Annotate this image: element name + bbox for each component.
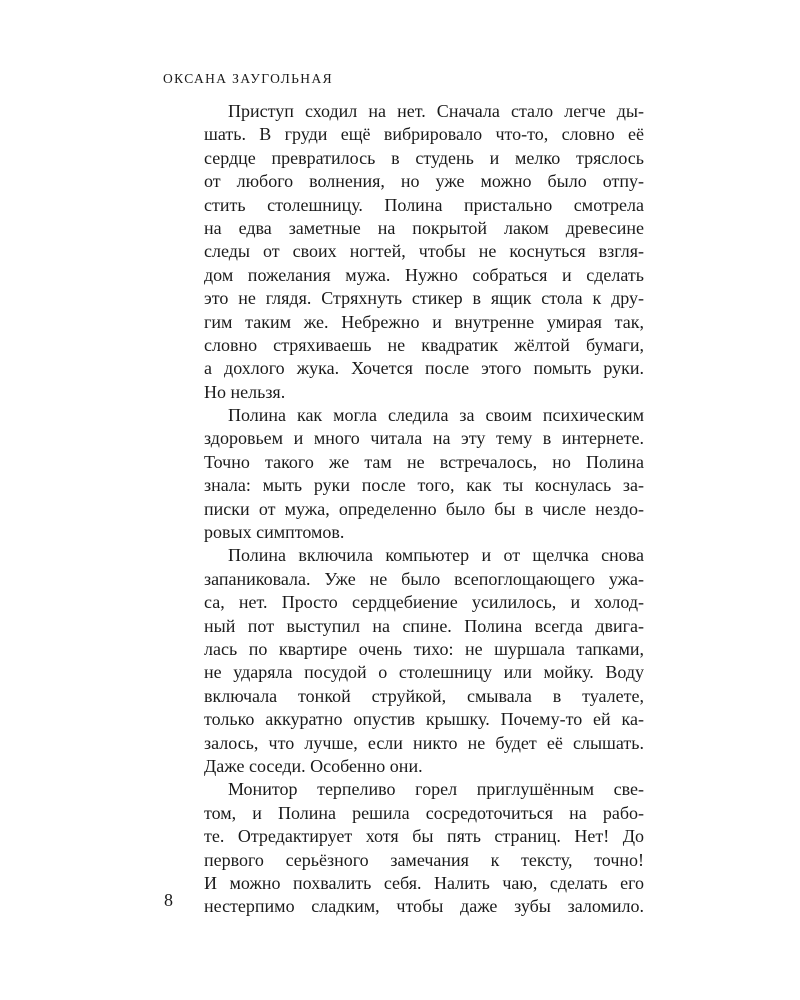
text-line: включала тонкой струйкой, смывала в туалете, — [204, 685, 644, 706]
text-line: том, и Полина решила сосредоточиться на рабо- — [204, 802, 644, 823]
text-line: словно стряхиваешь не квадратик жёлтой бумаги, — [204, 334, 644, 355]
text-line: шать. В груди ещё вибрировало что-то, словно её — [204, 124, 644, 145]
text-line: Монитор терпеливо горел приглушённым све- — [228, 779, 644, 800]
text-line: са, нет. Просто сердцебиение усилилось, и холод- — [204, 592, 644, 613]
text-line: ровых симптомов. — [204, 522, 345, 543]
text-line: это не глядя. Стряхнуть стикер в ящик стола к дру- — [204, 288, 644, 309]
text-line: не ударяла посудой о столешницу или мойку. Воду — [204, 662, 644, 683]
text-line: И можно похвалить себя. Налить чаю, сделать его — [204, 872, 644, 893]
text-line: сердце превратилось в студень и мелко тряслось — [204, 147, 644, 168]
text-line: а дохлого жука. Хочется после этого помыть руки. — [204, 358, 644, 379]
text-line: Приступ сходил на нет. Сначала стало легче ды- — [228, 101, 644, 121]
text-line: ный пот выступил на спине. Полина всегда двига- — [204, 615, 644, 636]
text-line: на едва заметные на покрытой лаком древесине — [204, 217, 644, 238]
text-line: запаниковала. Уже не было всепоглощающего ужа- — [204, 568, 644, 589]
text-line: Даже соседи. Особенно они. — [204, 755, 423, 776]
text-line: Полина включила компьютер и от щелчка снова — [228, 545, 644, 566]
text-line: те. Отредактирует хотя бы пять страниц. Нет! До — [204, 826, 644, 847]
text-line: первого серьёзного замечания к тексту, точно! — [204, 849, 644, 870]
text-line: только аккуратно опустив крышку. Почему-то ей ка- — [204, 709, 644, 730]
text-line: залось, что лучше, если никто не будет её слышать. — [204, 732, 644, 753]
text-line: лась по квартире очень тихо: не шуршала тапками, — [204, 638, 644, 659]
text-line: гим таким же. Небрежно и внутренне умирая так, — [204, 311, 644, 332]
text-line: от любого волнения, но уже можно было отпу- — [204, 171, 644, 192]
text-line: нестерпимо сладким, чтобы даже зубы заломило. — [204, 896, 644, 917]
text-line: здоровьем и много читала на эту тему в интернете. — [204, 428, 644, 449]
text-line: писки от мужа, определенно было бы в числе нездо- — [204, 498, 644, 519]
text-line: дом пожелания мужа. Нужно собраться и сделать — [204, 264, 644, 285]
page-number: 8 — [164, 890, 173, 910]
text-line: Точно такого же там не встречалось, но Полина — [204, 451, 644, 472]
text-line: стить столешницу. Полина пристально смотрела — [204, 194, 644, 215]
body-text — [204, 100, 644, 919]
text-line: Полина как могла следила за своим психическим — [228, 405, 644, 426]
text-line: знала: мыть руки после того, как ты коснулась за- — [204, 475, 644, 496]
text-line: Но нельзя. — [204, 381, 286, 402]
running-head: ОКСАНА ЗАУГОЛЬНАЯ — [163, 71, 334, 86]
text-line: следы от своих ногтей, чтобы не коснуться взгля- — [204, 241, 644, 262]
